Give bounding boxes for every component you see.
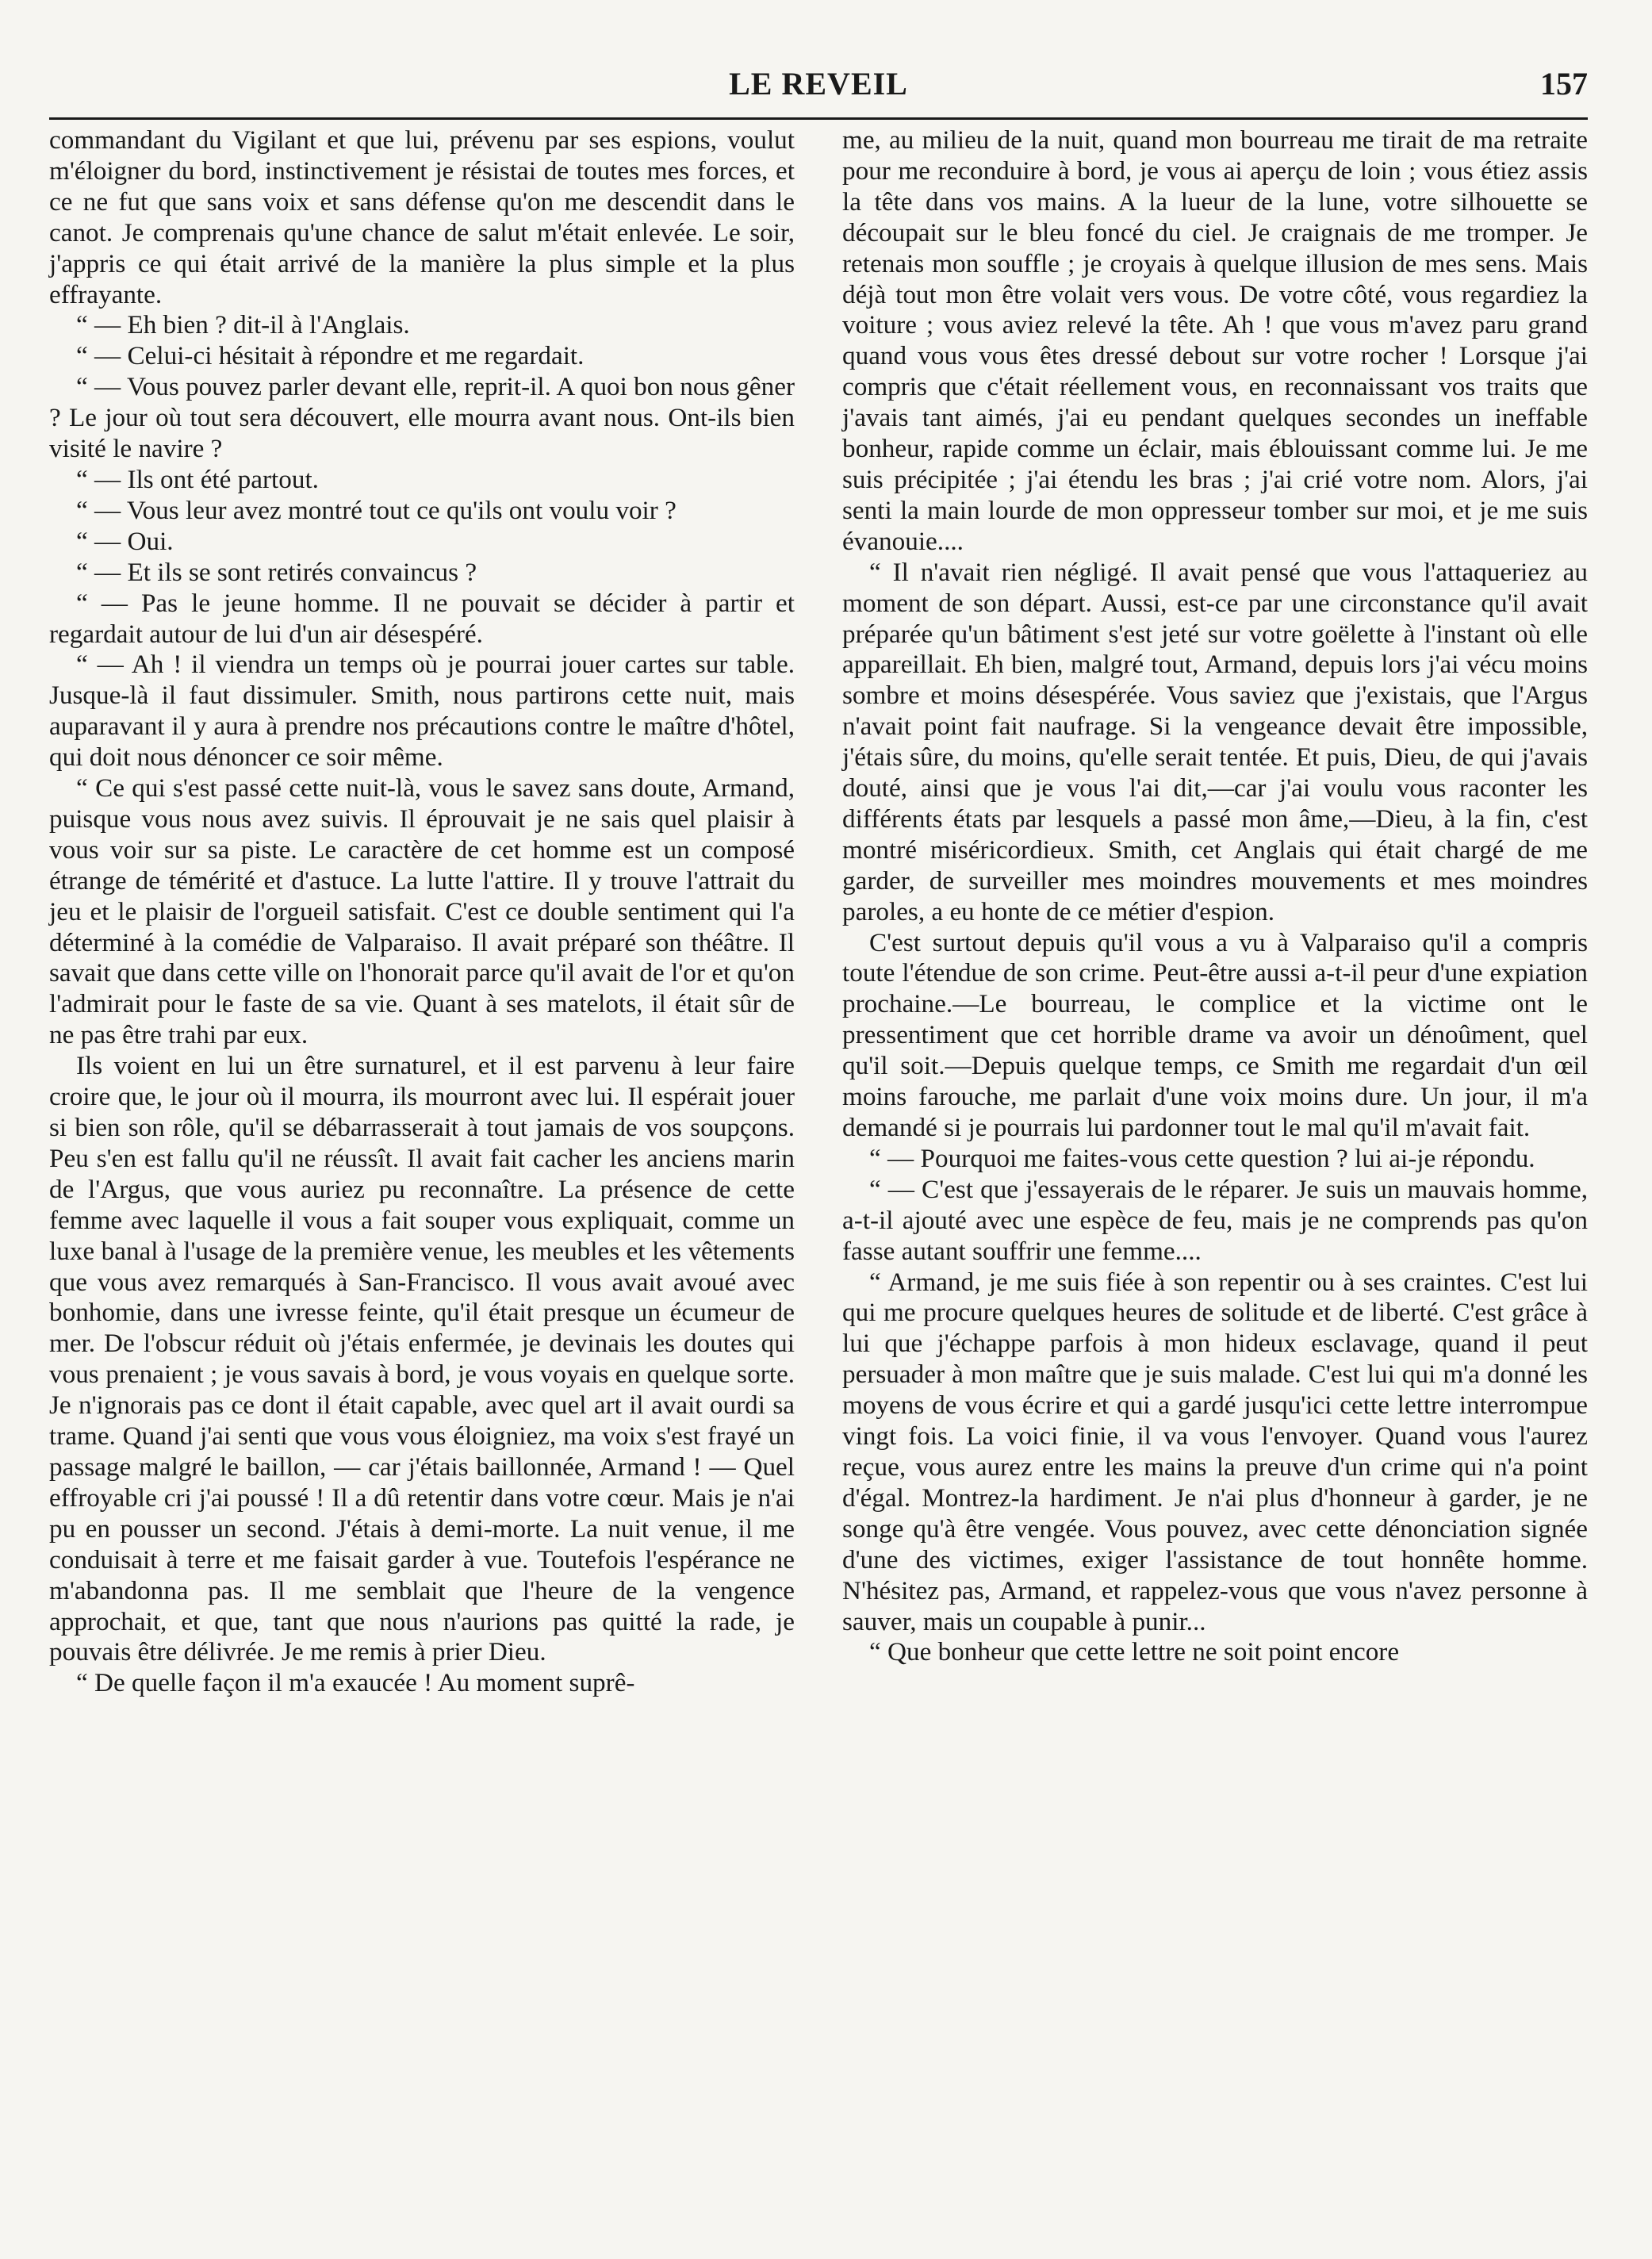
paragraph: “ — Oui.	[76, 526, 174, 556]
paragraph: “ — Pourquoi me faites-vous cette question ? lui ai-je répondu.	[869, 1143, 1535, 1173]
paragraph: “ — Celui-ci hésitait à répondre et me regardait.	[76, 341, 585, 371]
paragraph: “ — Pas le jeune homme. Il ne pouvait se décider à partir et regardait autour de lui d'un air désespéré.	[49, 588, 795, 649]
paragraph: “ — Eh bien ? dit-il à l'Anglais.	[76, 310, 410, 340]
paragraph: “ — Et ils se sont retirés convaincus ?	[76, 557, 477, 587]
paragraph: “ De quelle façon il m'a exaucée ! Au moment suprê-	[76, 1668, 635, 1698]
paragraph: “ — Vous pouvez parler devant elle, reprit-il. A quoi bon nous gêner ? Le jour où tout sera découvert, elle mourra avant nous. Ont-ils bien visité le navire ?	[49, 372, 795, 464]
paragraph: “ Que bonheur que cette lettre ne soit point encore	[869, 1637, 1400, 1667]
paragraph: “ Ce qui s'est passé cette nuit-là, vous le savez sans doute, Armand, puisque vous nous avez suivis. Il éprouvait je ne sais quel plaisir à vous voir sur sa piste. Le caractère de cet homme est un composé étrange de témérité et d'astuce. La lutte l'attire. Il y trouve l'attrait du jeu et le plaisir de l'orgueil satisfait. C'est ce double sentiment qui l'a déterminé à la comédie de Valparaiso. Il avait préparé son théâtre. Il savait que dans cette ville on l'honorait parce qu'il avait de l'or et qu'on l'admirait pour le faste de sa vie. Quant à ses matelots, il était sûr de ne pas être trahi par eux.	[49, 773, 795, 1050]
paragraph: “ — Ah ! il viendra un temps où je pourrai jouer cartes sur table. Jusque-là il faut dissimuler. Smith, nous partirons cette nuit, mais auparavant il y aura à prendre nos précautions contre le maître d'hôtel, qui doit nous dénoncer ce soir même.	[49, 650, 795, 773]
paragraph: “ — Ils ont été partout.	[76, 464, 319, 494]
paragraph: “ Il n'avait rien négligé. Il avait pensé que vous l'attaqueriez au moment de son départ. Aussi, est-ce par une circonstance qu'il avait préparée qu'un bâtiment s'est jeté sur votre goëlette à l'instant où elle appareillait. Eh bien, malgré tout, Armand, depuis lors j'ai vécu moins sombre et moins désespérée. Vous saviez que j'existais, que l'Argus n'avait point fait naufrage. Si la vengeance devait être impossible, j'étais sûre, du moins, qu'elle serait tentée. Et puis, Dieu, de qui j'avais douté, ainsi que je vous l'ai dit,—car j'ai voulu vous raconter les différents états par lesquels a passé mon âme,—Dieu, à la fin, c'est montré miséricordieux. Smith, cet Anglais qui était chargé de me garder, de surveiller mes moindres mouvements et mes moindres paroles, a eu honte de ce métier d'espion.	[842, 557, 1588, 926]
paragraph: me, au milieu de la nuit, quand mon bourreau me tirait de ma retraite pour me reconduire à bord, je vous ai aperçu de loin ; vous étiez assis la tête dans vos mains. A la lueur de la lune, votre silhouette se découpait sur le bleu foncé du ciel. Je craignais de me tromper. Je retenais mon souffle ; je croyais à quelque illusion de mes sens. Mais déjà tout mon être volait vers vous. De votre côté, vous regardiez la voiture ; vous aviez relevé la tête. Ah ! que vous m'avez paru grand quand vous vous êtes dressé debout sur votre rocher ! Lorsque j'ai compris que c'était réellement vous, en reconnaissant vos traits que j'avais tant aimés, j'ai eu pendant quelques secondes un ineffable bonheur, rapide comme un éclair, mais éblouissant comme lui. Je me suis précipitée ; j'ai étendu les bras ; j'ai crié votre nom. Alors, j'ai senti la main lourde de mon oppresseur tomber sur moi, et je me suis évanouie....	[842, 125, 1588, 556]
left-column	[49, 125, 795, 1699]
paragraph: “ — C'est que j'essayerais de le réparer. Je suis un mauvais homme, a-t-il ajouté avec une espèce de feu, mais je ne comprends pas qu'on fasse autant souffrir une femme....	[842, 1174, 1588, 1266]
page-header	[49, 65, 1588, 113]
paragraph: “ Armand, je me suis fiée à son repentir ou à ses craintes. C'est lui qui me procure quelques heures de solitude et de liberté. C'est grâce à lui que j'échappe parfois à mon hideux esclavage, quand il peut persuader à mon maître que je suis malade. C'est lui qui m'a donné les moyens de vous écrire et qui a gardé jusqu'ici cette lettre interrompue vingt fois. La voici finie, il va vous l'envoyer. Quand vous l'aurez reçue, vous aurez entre les mains la preuve d'un crime qui n'a point d'égal. Montrez-la hardiment. Je n'ai plus d'honneur à garder, je ne songe qu'à être vengée. Vous pouvez, avec cette dénonciation signée d'une des victimes, exiger l'assistance de tout honnête homme. N'hésitez pas, Armand, et rappelez-vous que vous n'avez personne à sauver, mais un coupable à punir...	[842, 1267, 1588, 1636]
paragraph: C'est surtout depuis qu'il vous a vu à Valparaiso qu'il a compris toute l'étendue de son crime. Peut-être aussi a-t-il peur d'une expiation prochaine.—Le bourreau, le complice et la victime ont le pressentiment que cet horrible drame va avoir un dénoûment, quel qu'il soit.—Depuis quelque temps, ce Smith me regardait d'un œil moins farouche, me parlait d'une voix moins dure. Un jour, il m'a demandé si je pourrais lui pardonner tout le mal qu'il m'avait fait.	[842, 927, 1588, 1142]
paragraph: commandant du Vigilant et que lui, prévenu par ses espions, voulut m'éloigner du bord, instinctivement je résistai de toutes mes forces, et ce ne fut que sans voix et sans défense qu'on me descendit dans le canot. Je comprenais qu'une chance de salut m'était enlevée. Le soir, j'appris ce qui était arrivé de la manière la plus simple et la plus effrayante.	[49, 125, 795, 309]
paragraph: Ils voient en lui un être surnaturel, et il est parvenu à leur faire croire que, le jour où il mourra, ils mourront avec lui. Il espérait jouer si bien son rôle, qu'il se débarrasserait à tout jamais de vos soupçons. Peu s'en est fallu qu'il ne réussît. Il avait fait cacher les anciens marin de l'Argus, que vous auriez pu reconnaître. La présence de cette femme avec laquelle il vous a fait souper vous expliquait, comme un luxe banal à l'usage de la première venue, les meubles et les vêtements que vous avez remarqués à San-Francisco. Il vous avait avoué avec bonhomie, dans une ivresse feinte, qu'il était presque un écumeur de mer. De l'obscur réduit où j'étais enfermée, je devinais les doutes qui vous prenaient ; je vous savais à bord, je vous voyais en quelque sorte. Je n'ignorais pas ce dont il était capable, avec quel art il avait ourdi sa trame. Quand j'ai senti que vous vous éloigniez, ma voix s'est frayé un passage malgré le baillon, — car j'étais baillonnée, Armand ! — Quel effroyable cri j'ai poussé ! Il a dû retentir dans votre cœur. Mais je n'ai pu en pousser un second. J'étais à demi-morte. La nuit venue, il me conduisait à terre et me faisait garder à vue. Toutefois l'espérance ne m'abandonna pas. Il me semblait que l'heure de la vengence approchait, et que, tant que nous n'aurions pas quitté la rade, je pouvais être délivrée. Je me remis à prier Dieu.	[49, 1051, 795, 1667]
running-title: LE REVEIL	[729, 66, 908, 102]
right-column	[842, 125, 1588, 1668]
header-rule	[49, 117, 1588, 120]
page-number: 157	[1540, 66, 1588, 102]
paragraph: “ — Vous leur avez montré tout ce qu'ils ont voulu voir ?	[76, 495, 677, 525]
